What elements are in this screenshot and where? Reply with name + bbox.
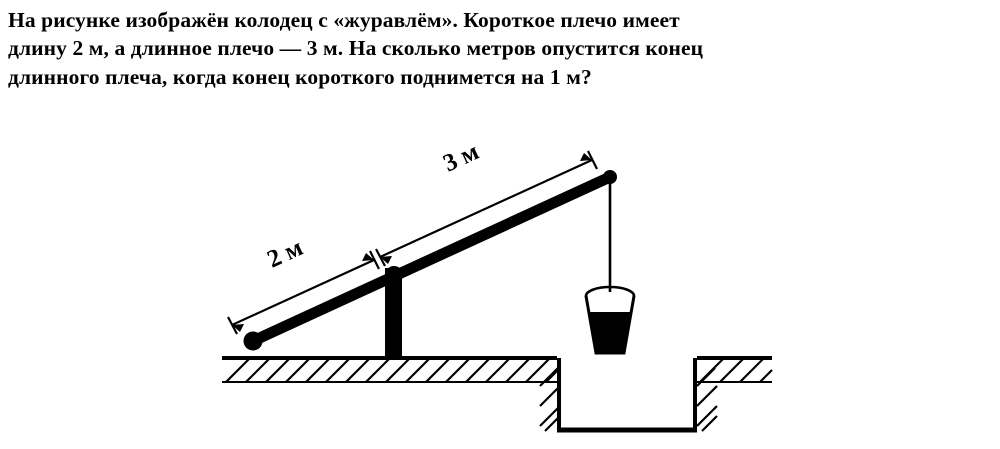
bucket xyxy=(586,287,634,353)
long-arm-label: 3 м xyxy=(439,138,484,178)
problem-line-2-text: длину 2 м, а длинное плечо — 3 м. На сколько метров опустится конец xyxy=(8,36,704,61)
hatched-ground xyxy=(222,358,772,382)
problem-statement xyxy=(8,6,992,91)
problem-line-1-text: На рисунке изображён колодец с «журавлём». Короткое плечо имеет xyxy=(8,8,680,32)
problem-line-1 xyxy=(8,6,992,34)
problem-line-2 xyxy=(8,34,992,62)
well-crane-diagram xyxy=(0,120,1000,449)
problem-line-3: длинного плеча, когда конец короткого поднимется на 1 м? xyxy=(8,64,592,89)
short-arm-label: 2 м xyxy=(263,234,308,274)
well-shaft xyxy=(537,358,717,431)
